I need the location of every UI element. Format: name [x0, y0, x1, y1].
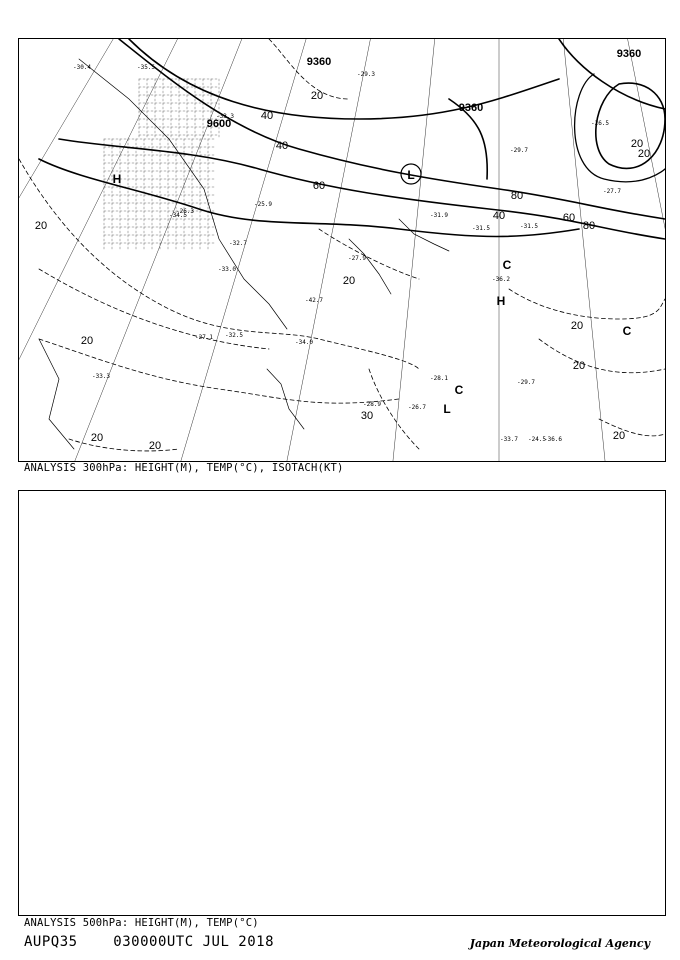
station-temp-value: -30.4 — [72, 64, 92, 71]
valid-time: 030000UTC JUL 2018 — [113, 934, 275, 950]
chart-identifier — [24, 934, 274, 950]
station-temp-value: -33.0 — [217, 266, 237, 273]
caption-300hpa: ANALYSIS 300hPa: HEIGHT(M), TEMP(°C), ISOTACH(KT) — [24, 462, 344, 474]
isotach-label: 20 — [310, 90, 324, 102]
caption-500hpa: ANALYSIS 500hPa: HEIGHT(M), TEMP(°C) — [24, 917, 259, 929]
isotach-label: 30 — [360, 410, 374, 422]
isotach-line — [19, 159, 419, 369]
isotach-line — [319, 229, 419, 279]
height-contour — [129, 39, 559, 119]
height-label: 9360 — [306, 56, 332, 68]
isotach-label: 40 — [260, 110, 274, 122]
coastline — [79, 59, 287, 329]
station-temp-value: -32.5 — [224, 332, 244, 339]
agency-name: Japan Meteorological Agency — [469, 937, 650, 950]
isotach-label: 20 — [80, 335, 94, 347]
longitude-line — [19, 39, 499, 461]
station-temp-value: -27.1 — [194, 334, 214, 341]
isotach-label: 80 — [582, 220, 596, 232]
station-temp-value: -27.7 — [602, 188, 622, 195]
pressure-system-label: L — [407, 168, 415, 182]
isotach-label: 20 — [34, 220, 48, 232]
isotach-label: 60 — [312, 180, 326, 192]
isotach-label: 40 — [275, 140, 289, 152]
map-300hpa — [19, 39, 665, 461]
station-temp-value: -26.5 — [590, 120, 610, 127]
isotach-label: 40 — [492, 210, 506, 222]
station-temp-value: -35.5 — [136, 64, 156, 71]
map-500hpa — [19, 491, 665, 915]
station-temp-value: -36.2 — [491, 276, 511, 283]
station-temp-value: -26.3 — [175, 208, 195, 215]
station-temp-value: -24.5 — [527, 436, 547, 443]
station-temp-value: -31.5 — [471, 225, 491, 232]
station-temp-value: -28.1 — [429, 375, 449, 382]
chart-300hpa — [18, 38, 666, 462]
station-temp-value: -31.9 — [429, 212, 449, 219]
station-temp-value: -42.7 — [304, 297, 324, 304]
isotach-line — [39, 339, 399, 403]
isotach-label: 80 — [510, 190, 524, 202]
station-temp-value: -25.9 — [253, 201, 273, 208]
isotach-label: 20 — [570, 320, 584, 332]
longitude-line — [496, 39, 609, 461]
station-temp-value: -27.9 — [347, 255, 367, 262]
coastline — [349, 239, 391, 294]
isotach-line — [269, 39, 349, 99]
coastline — [39, 339, 74, 449]
pressure-system-label: L — [443, 402, 451, 416]
station-temp-value: -29.7 — [516, 379, 536, 386]
isotach-line — [509, 289, 665, 319]
station-temp-value: -31.5 — [519, 223, 539, 230]
height-label: 9600 — [206, 118, 232, 130]
isotach-line — [599, 419, 665, 436]
pressure-system-label: C — [502, 258, 512, 272]
chart-500hpa — [18, 490, 666, 916]
station-temp-value: -26.7 — [407, 404, 427, 411]
longitude-line — [19, 39, 499, 461]
isotach-label: 20 — [148, 440, 162, 452]
station-temp-value: -34.0 — [294, 339, 314, 346]
longitude-line — [169, 39, 499, 461]
station-temp-value: -29.7 — [509, 147, 529, 154]
station-temp-value: -29.3 — [356, 71, 376, 78]
station-temp-value: -28.9 — [362, 401, 382, 408]
station-temp-value: -32.7 — [228, 240, 248, 247]
chart-code: AUPQ35 — [24, 934, 78, 950]
isotach-line — [69, 439, 179, 451]
longitude-line — [59, 39, 499, 461]
isotach-label: 20 — [90, 432, 104, 444]
station-temp-value: -33.7 — [499, 436, 519, 443]
isotach-label: 20 — [572, 360, 586, 372]
height-label: 9360 — [616, 48, 642, 60]
isotach-label: 20 — [612, 430, 626, 442]
station-temp-value: -33.3 — [215, 113, 235, 120]
station-temp-value: -33.3 — [91, 373, 111, 380]
pressure-system-label: H — [112, 172, 122, 186]
isotach-label: 20 — [630, 138, 644, 150]
pressure-system-label: H — [496, 294, 506, 308]
isotach-line — [539, 339, 665, 373]
height-contour — [59, 139, 665, 239]
coastline — [399, 219, 449, 251]
height-label: 9360 — [458, 102, 484, 114]
pressure-system-label: C — [622, 324, 632, 338]
station-temp-value: -34.5 — [168, 212, 188, 219]
station-temp-value: -36.6 — [543, 436, 563, 443]
height-contour — [559, 39, 665, 109]
isotach-label: 20 — [637, 148, 651, 160]
pressure-system-label: C — [454, 383, 464, 397]
isotach-label: 20 — [342, 275, 356, 287]
isotach-label: 60 — [562, 212, 576, 224]
